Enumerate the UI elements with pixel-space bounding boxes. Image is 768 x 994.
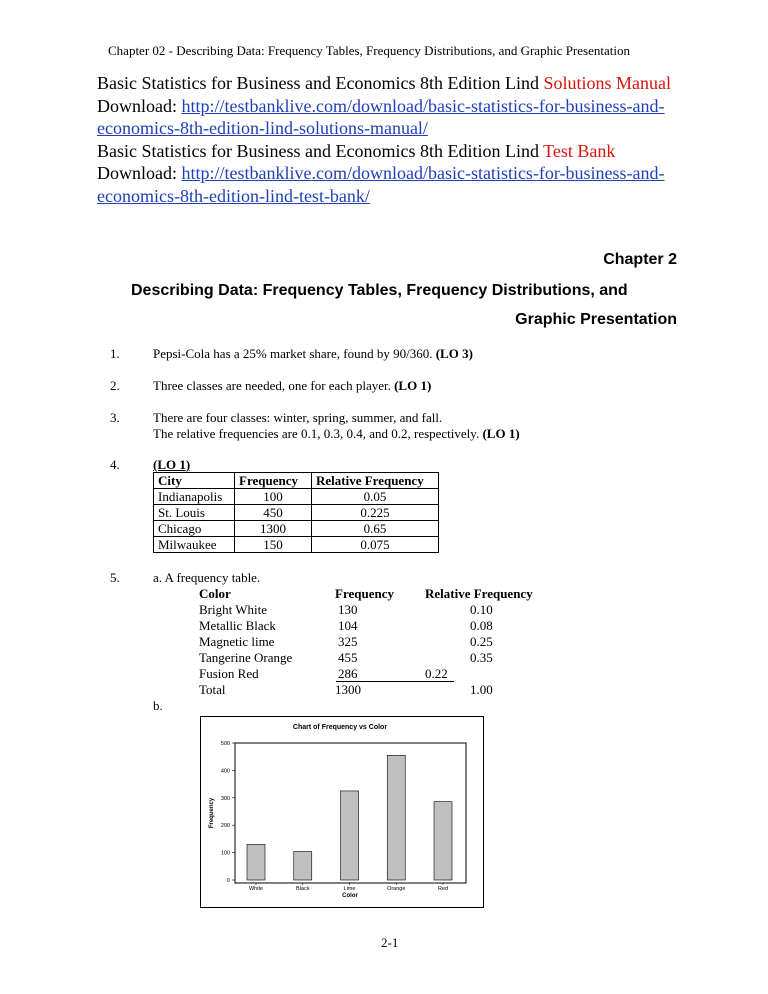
answer-4-number: 4. (110, 457, 120, 472)
color-frequency: 104 (338, 618, 358, 633)
y-tick-label: 500 (220, 741, 230, 747)
answer-3-line2: The relative frequencies are 0.1, 0.3, 0.4, and 0.2, respectively. (153, 426, 483, 441)
x-axis-label: Color (342, 893, 358, 899)
color-relative-frequency: 0.35 (470, 650, 493, 665)
intro-line1-red: Solutions Manual (543, 73, 671, 93)
header-relative-frequency: Relative Frequency (312, 473, 439, 489)
y-tick-label: 300 (220, 795, 230, 802)
relative-frequency-cell: 0.225 (312, 505, 439, 521)
frequency-cell: 1300 (235, 521, 312, 537)
frequency-cell: 150 (235, 537, 312, 553)
color-relative-frequency: 0.22 (425, 666, 448, 681)
relative-frequency-cell: 0.65 (312, 521, 439, 537)
color-name: Tangerine Orange (199, 650, 293, 665)
answer-2-number: 2. (110, 378, 120, 393)
color-relative-frequency: 0.25 (470, 634, 493, 649)
answer-2-text: Three classes are needed, one for each player. (153, 378, 395, 393)
bar-chart (201, 717, 483, 907)
x-tick-label: Orange (387, 886, 406, 892)
color-relative-frequency: 0.08 (470, 618, 493, 633)
bar-black (294, 852, 312, 880)
chapter-title-line2: Graphic Presentation (515, 311, 677, 328)
relative-frequency-cell: 0.075 (312, 537, 439, 553)
header-relative-frequency-5: Relative Frequency (425, 586, 533, 601)
header-frequency: Frequency (235, 473, 312, 489)
intro-line2-red: Test Bank (543, 140, 616, 161)
download-label-1: Download: (97, 95, 182, 116)
color-relative-frequency: 0.10 (470, 602, 493, 617)
test-bank-link[interactable]: http://testbanklive.com/download/basic-statistics-for-business-and-economics-8th-edition-lind-test-bank/ (97, 163, 665, 206)
city-cell: St. Louis (154, 505, 235, 521)
bar-lime (341, 791, 359, 880)
chart-title: Chart of Frequency vs Color (292, 724, 388, 731)
city-frequency-table (153, 472, 439, 553)
answer-1-lo: (LO 3) (435, 346, 473, 361)
answer-4-lo-text: (LO 1) (153, 457, 191, 472)
color-frequency: 130 (338, 602, 358, 617)
header-color: Color (199, 586, 231, 601)
color-name: Magnetic lime (199, 634, 275, 649)
header-frequency-5: Frequency (335, 586, 394, 601)
intro-block (97, 72, 677, 207)
table-row (154, 537, 439, 553)
table-row (154, 489, 439, 505)
color-frequency: 286 (338, 666, 358, 681)
city-cell: Milwaukee (154, 537, 235, 553)
color-name: Metallic Black (199, 618, 276, 633)
y-tick-label: 0 (226, 878, 230, 884)
running-header: Chapter 02 - Describing Data: Frequency Tables, Frequency Distributions, and Graphic Presentation (108, 43, 630, 58)
intro-line2-text: Basic Statistics for Business and Economics 8th Edition Lind (97, 140, 544, 161)
answer-5-number: 5. (110, 570, 120, 585)
frequency-cell: 450 (235, 505, 312, 521)
x-tick-label: White (248, 886, 264, 892)
city-cell: Indianapolis (154, 489, 235, 505)
answer-1-text: Pepsi-Cola has a 25% market share, found by 90/360. (153, 346, 436, 361)
color-frequency: 325 (338, 634, 358, 649)
x-tick-label: Black (296, 886, 310, 892)
city-cell: Chicago (154, 521, 235, 537)
y-tick-label: 100 (220, 850, 230, 857)
chapter-label: Chapter 2 (603, 251, 677, 268)
answer-5-part-b: b. (153, 698, 163, 713)
solutions-manual-link[interactable]: http://testbanklive.com/download/basic-statistics-for-business-and-economics-8th-edition-lind-solutions-manual/ (97, 95, 665, 138)
x-tick-label: Lime (343, 886, 356, 892)
x-tick-label: Red (437, 886, 449, 892)
answer-2 (153, 378, 431, 394)
page-number: 2-1 (381, 935, 399, 950)
bar-chart-container (200, 716, 484, 908)
intro-line1-text: Basic Statistics for Business and Economics 8th Edition Lind (97, 73, 544, 93)
total-label: Total (199, 682, 226, 697)
header-city: City (154, 473, 235, 489)
table-header-row (154, 473, 439, 489)
answer-2-lo: (LO 1) (394, 378, 432, 393)
answer-1 (153, 346, 473, 362)
relative-frequency-cell: 0.05 (312, 489, 439, 505)
color-name: Fusion Red (199, 666, 259, 681)
frequency-cell: 100 (235, 489, 312, 505)
bar-red (434, 802, 452, 880)
y-axis-label: Frequency (209, 797, 215, 829)
color-name: Bright White (199, 602, 268, 617)
table-row (154, 505, 439, 521)
answer-4-lo (153, 457, 190, 473)
bar-white (247, 844, 265, 880)
answer-5-part-a: a. A frequency table. (153, 570, 261, 585)
chapter-title-line1: Describing Data: Frequency Tables, Frequency Distributions, and (131, 282, 628, 299)
answer-3-line1: There are four classes: winter, spring, summer, and fall. (153, 410, 443, 425)
bar-orange (387, 755, 405, 880)
total-relative-frequency: 1.00 (470, 682, 493, 697)
answer-1-number: 1. (110, 346, 120, 361)
color-frequency: 455 (338, 650, 358, 665)
answer-3 (153, 410, 520, 442)
y-tick-label: 200 (220, 823, 230, 830)
y-tick-label: 400 (220, 768, 230, 775)
answer-3-number: 3. (110, 410, 120, 425)
answer-3-lo: (LO 1) (482, 426, 520, 441)
total-frequency: 1300 (335, 682, 361, 697)
table-row (154, 521, 439, 537)
download-label-2: Download: (97, 163, 182, 183)
